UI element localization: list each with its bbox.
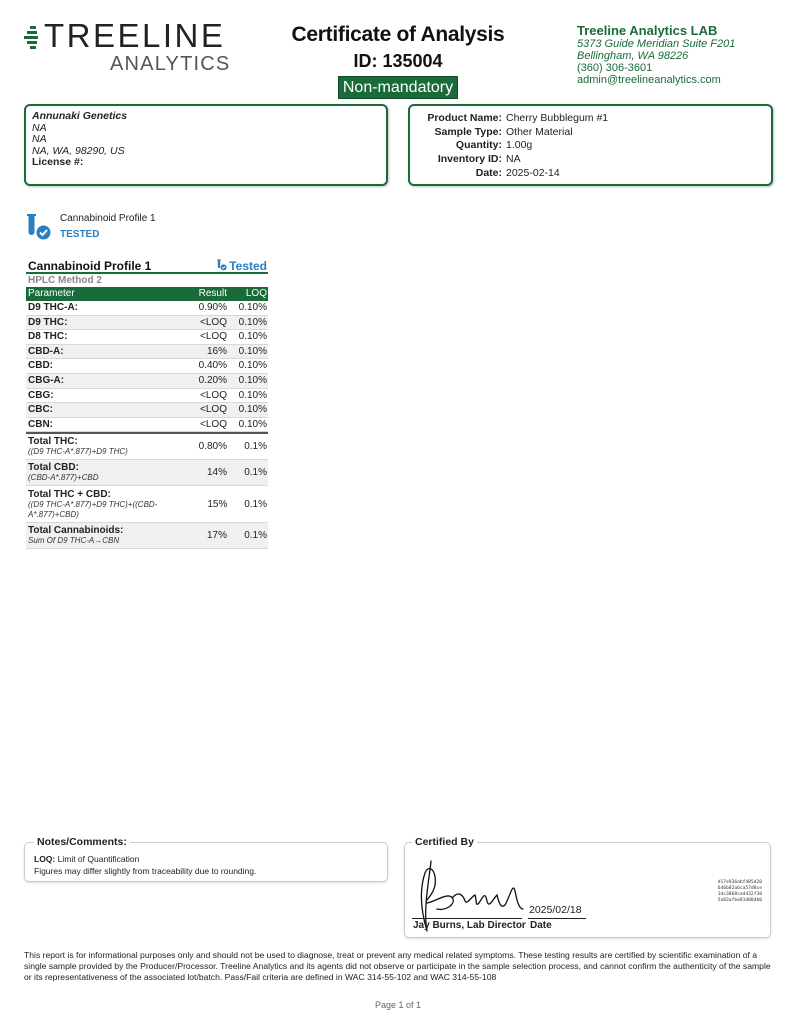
notes-text	[34, 853, 256, 877]
total-cell	[26, 489, 168, 520]
notes-label: Notes/Comments:	[34, 836, 130, 848]
product-info-box	[408, 104, 773, 186]
product-field-value: Cherry Bubblegum #1	[506, 112, 609, 124]
notes-box	[24, 836, 388, 882]
lab-address-1: 5373 Guide Meridian Suite F201	[577, 38, 736, 50]
row-result: <LOQ	[200, 389, 227, 401]
hash-line: 646b82a6ca57d8ce	[717, 886, 762, 891]
total-loq: 0.1%	[244, 441, 267, 453]
row-loq: 0.10%	[238, 345, 267, 357]
row-loq: 0.10%	[238, 331, 267, 343]
total-row	[26, 523, 268, 549]
logo-subtitle: ANALYTICS	[110, 53, 231, 75]
row-parameter: D9 THC-A:	[28, 302, 78, 313]
row-loq: 0.10%	[238, 374, 267, 386]
row-parameter: CBN:	[28, 418, 53, 430]
date-line	[528, 918, 586, 919]
table-row	[26, 330, 268, 345]
signature-line	[412, 918, 522, 919]
row-result: 0.90%	[198, 302, 227, 313]
logo-word: TREELINE	[44, 17, 226, 54]
row-parameter: CBG-A:	[28, 374, 65, 386]
total-name: Total Cannabinoids:	[28, 525, 124, 537]
client-address: NA, WA, 98290, US	[32, 144, 125, 157]
total-loq: 0.1%	[244, 498, 267, 510]
total-row	[26, 460, 268, 486]
summary-title: Cannabinoid Profile 1	[60, 213, 156, 224]
loq-definition: Limit of Quantification	[57, 854, 140, 864]
product-field-label: Inventory ID:	[437, 153, 502, 166]
certification-box	[404, 836, 771, 938]
product-field-label: Sample Type:	[434, 125, 502, 138]
page-number: Page 1 of 1	[374, 1000, 422, 1010]
client-line-2: NA	[32, 133, 47, 145]
row-result: 0.20%	[198, 374, 227, 386]
total-formula: ((D9 THC-A*.877)+D9 THC)	[28, 447, 128, 457]
total-formula: ((D9 THC-A*.877)+D9 THC)+((CBD-A*.877)+CBD)	[28, 499, 158, 519]
total-result: 14%	[206, 467, 227, 479]
lab-phone: (360) 306-3601	[577, 62, 653, 74]
total-name: Total THC + CBD:	[28, 488, 111, 500]
row-loq: 0.10%	[238, 316, 267, 328]
row-result: 16%	[206, 345, 227, 357]
total-cell	[26, 525, 167, 546]
mandatory-badge: Non-mandatory	[338, 76, 458, 99]
certified-by-label: Certified By	[412, 836, 477, 848]
row-loq: 0.10%	[238, 302, 267, 313]
row-result: <LOQ	[200, 331, 227, 343]
test-tube-check-icon	[26, 213, 52, 241]
row-loq: 0.10%	[238, 418, 267, 430]
total-cell	[26, 462, 167, 483]
client-info-box	[24, 104, 388, 186]
coa-title-block	[270, 22, 526, 99]
lab-contact	[577, 24, 787, 86]
lab-address-2: Bellingham, WA 98226	[577, 50, 689, 62]
table-row	[26, 359, 268, 374]
row-loq: 0.10%	[238, 360, 267, 372]
product-field-value: Other Material	[506, 125, 573, 138]
panel-title: Cannabinoid Profile 1	[28, 259, 152, 273]
total-loq: 0.1%	[244, 530, 267, 542]
product-field-value: 2025-02-14	[506, 166, 560, 179]
product-field-value: NA	[506, 153, 521, 166]
product-field	[414, 112, 767, 126]
verification-hash	[718, 880, 762, 904]
rounding-note: Figures may differ slightly from traceability due to rounding.	[34, 866, 257, 876]
row-result: <LOQ	[200, 316, 227, 328]
tree-icon	[24, 26, 40, 50]
table-row	[26, 374, 268, 389]
disclaimer-text: This report is for informational purposes only and should not be used to diagnose, treat or prevent any medical related symptoms. These testing results are certified by scientific examination of a single sample provided by the Producer/Processor. Treeline Analytics and its agents did not observe or participate in the sample selection process, and cannot confirm the authenticity of the sample or its representativeness of the associated lot/batch. Pass/Fail criteria are defined in WAC 314-55-102 and WAC 314-55-108	[24, 950, 771, 982]
table-header	[26, 287, 268, 301]
total-row	[26, 486, 268, 523]
signer-name: Jay Burns, Lab Director	[413, 920, 526, 931]
certified-date: 2025/02/18	[529, 904, 582, 916]
total-loq: 0.1%	[244, 467, 267, 479]
table-row	[26, 418, 268, 433]
row-parameter: CBC:	[28, 404, 53, 416]
total-name: Total CBD:	[28, 462, 79, 474]
page-title: Certificate of Analysis	[291, 23, 505, 46]
license-label: License #:	[32, 156, 84, 168]
lab-name: Treeline Analytics LAB	[577, 23, 718, 38]
test-summary	[26, 212, 226, 242]
total-cell	[26, 436, 167, 457]
product-field-label: Quantity:	[455, 139, 502, 152]
product-field	[414, 139, 767, 153]
client-line-1: NA	[32, 121, 47, 134]
total-result: 0.80%	[198, 441, 227, 453]
total-result: 17%	[206, 530, 227, 542]
row-parameter: CBD-A:	[28, 345, 64, 357]
row-parameter: CBD:	[28, 360, 53, 372]
product-field	[414, 126, 767, 140]
row-loq: 0.10%	[238, 404, 267, 416]
loq-term: LOQ:	[34, 854, 56, 864]
header-result: Result	[198, 288, 227, 299]
date-label: Date	[530, 920, 552, 931]
product-field-value: 1.00g	[506, 139, 533, 152]
hash-line: 5a83afbe81d084b0	[717, 898, 762, 903]
product-field-label: Date:	[475, 166, 502, 179]
summary-status: TESTED	[60, 229, 100, 240]
total-result: 15%	[207, 498, 228, 510]
product-field	[414, 167, 767, 181]
row-parameter: D9 THC:	[28, 316, 68, 328]
product-field-label: Product Name:	[427, 112, 502, 124]
lab-email[interactable]: admin@treelineanalytics.com	[577, 74, 721, 86]
row-result: 0.40%	[198, 360, 227, 372]
total-formula: (CBD-A*.877)+CBD	[28, 473, 99, 483]
table-row	[26, 301, 268, 316]
table-row	[26, 389, 268, 404]
table-row	[26, 403, 268, 418]
tested-icon	[216, 259, 227, 271]
hash-line: d17e936abf485d20	[717, 880, 762, 885]
panel-header	[26, 258, 268, 274]
hash-line: 1dc3868ca4432f38	[717, 892, 762, 897]
cannabinoid-panel	[26, 258, 268, 549]
treeline-logo	[24, 17, 231, 78]
table-row	[26, 316, 268, 331]
header-loq: LOQ	[245, 288, 267, 299]
row-parameter: D8 THC:	[28, 331, 68, 343]
header-parameter: Parameter	[28, 288, 75, 299]
row-parameter: CBG:	[28, 389, 54, 401]
certificate-id: ID: 135004	[353, 51, 443, 71]
panel-tested-label: Tested	[229, 259, 267, 273]
row-result: <LOQ	[200, 418, 227, 430]
panel-tested-badge	[216, 259, 267, 273]
total-name: Total THC:	[28, 436, 78, 448]
table-row	[26, 345, 268, 360]
row-result: <LOQ	[200, 404, 227, 416]
product-field	[414, 153, 767, 167]
client-name: Annunaki Genetics	[32, 110, 128, 122]
total-formula: Sum Of D9 THC-A→CBN	[28, 536, 120, 546]
row-loq: 0.10%	[238, 389, 267, 401]
total-row	[26, 434, 268, 460]
method-label: HPLC Method 2	[28, 275, 102, 286]
